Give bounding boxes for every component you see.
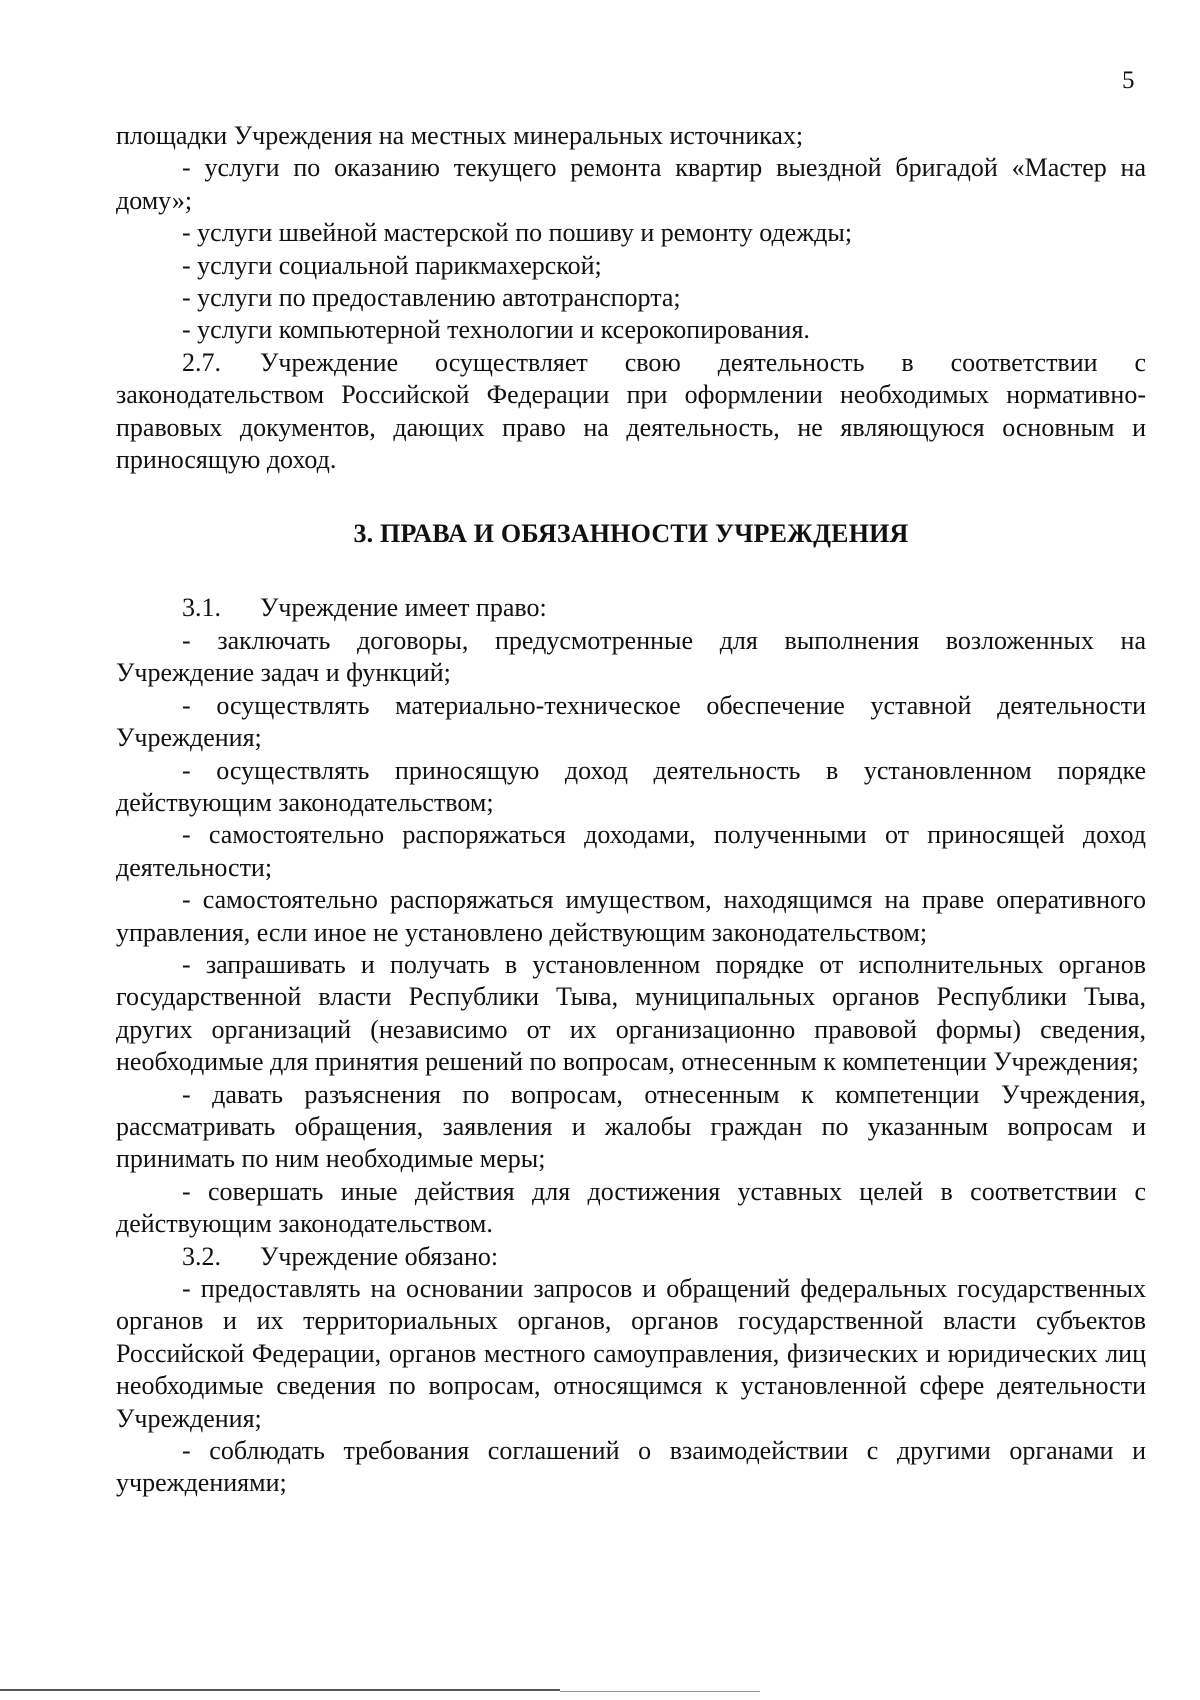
clause-number: 3.2. <box>182 1241 221 1271</box>
list-item: - услуги швейной мастерской по пошиву и ремонту одежды; <box>182 218 853 248</box>
list-item: - предоставлять на основании запросов и обращений федеральных государственных органов и их территориальных органов, органов государственной власти субъектов Российской Федерации, органов местного самоуправления, физических и юридических лиц необходимые сведения по вопросам, относящимся к установленной сфере деятельности Учреждения; <box>116 1274 1146 1433</box>
document-body <box>116 120 1146 1500</box>
list-item: - услуги социальной парикмахерской; <box>182 250 602 280</box>
list-item: - самостоятельно распоряжаться имуществом, находящимся на праве оперативного управления, если иное не установлено действующим законодательством; <box>116 885 1146 947</box>
list-item: - соблюдать требования соглашений о взаимодействии с другими органами и учреждениями; <box>116 1436 1146 1498</box>
clause-2-7 <box>116 347 1146 477</box>
list-item: - самостоятельно распоряжаться доходами, полученными от приносящей доход деятельности; <box>116 820 1146 882</box>
paragraph-continuation: площадки Учреждения на местных минеральных источниках; <box>116 121 804 150</box>
clause-text: Учреждение осуществляет свою деятельность в соответствии с законодательством Российской Федерации при оформлении необходимых нормативно-правовых документов, дающих право на деятельность, не являющуюся основным и приносящую доход. <box>116 347 1146 475</box>
scan-edge-line <box>0 1689 560 1691</box>
clause-text: Учреждение обязано: <box>260 1241 499 1271</box>
clause-text: Учреждение имеет право: <box>260 593 547 623</box>
list-item: - осуществлять материально-техническое обеспечение уставной деятельности Учреждения; <box>116 690 1146 753</box>
page-number: 5 <box>1122 67 1135 94</box>
clause-3-1 <box>116 592 1146 624</box>
clause-number: 3.1. <box>182 593 221 623</box>
list-item: - совершать иные действия для достижения уставных целей в соответствии с действующим законодательством. <box>116 1176 1146 1239</box>
list-item: - осуществлять приносящую доход деятельность в установленном порядке действующим законодательством; <box>116 755 1146 817</box>
clause-3-2 <box>116 1241 1146 1273</box>
list-item: - услуги по предоставлению автотранспорта; <box>182 283 681 313</box>
section-heading: 3. ПРАВА И ОБЯЗАННОСТИ УЧРЕЖДЕНИЯ <box>353 519 909 549</box>
list-item: - заключать договоры, предусмотренные для выполнения возложенных на Учреждение задач и функций; <box>116 625 1146 688</box>
list-item: - услуги по оказанию текущего ремонта квартир выездной бригадой «Мастер на дому»; <box>116 153 1146 215</box>
scan-edge-line <box>560 1691 760 1692</box>
list-item: - запрашивать и получать в установленном порядке от исполнительных органов государственной власти Республики Тыва, муниципальных органов Республики Тыва, других организаций (независимо от их организационно правовой формы) сведения, необходимые для принятия решений по вопросам, отнесенным к компетенции Учреждения; <box>116 949 1146 1077</box>
list-item: - давать разъяснения по вопросам, отнесенным к компетенции Учреждения, рассматривать обращения, заявления и жалобы граждан по указанным вопросам и принимать по ним необходимые меры; <box>116 1079 1146 1174</box>
list-item: - услуги компьютерной технологии и ксерокопирования. <box>182 315 810 345</box>
clause-number: 2.7. <box>182 347 221 377</box>
